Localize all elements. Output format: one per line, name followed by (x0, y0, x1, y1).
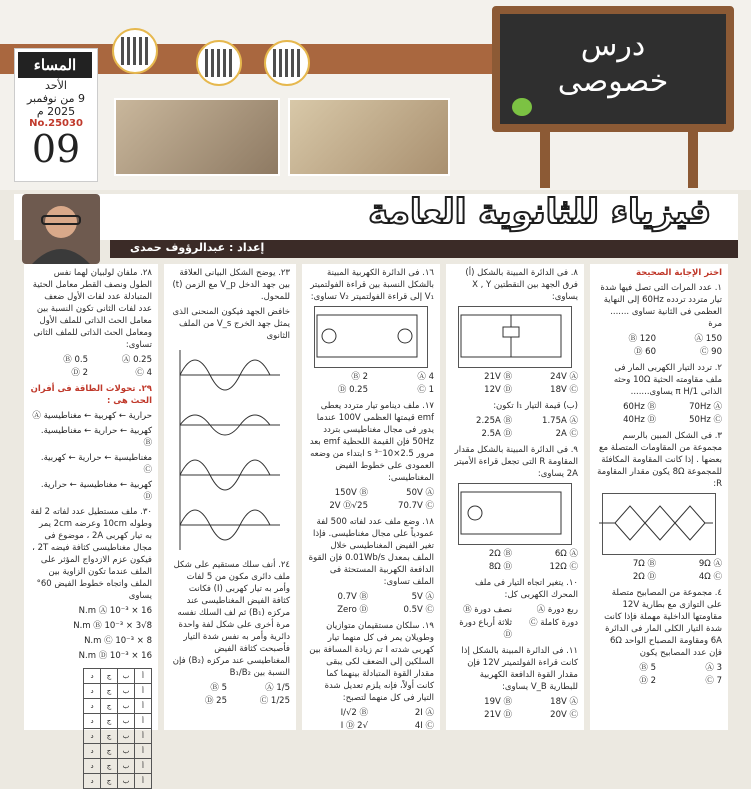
circuit-diagram (314, 306, 428, 368)
answer-cell[interactable]: ج (101, 714, 118, 729)
option[interactable]: 8 × 10⁻³ N.m Ⓒ (84, 636, 152, 646)
answer-cell[interactable]: ب (118, 684, 135, 699)
column-4 (164, 264, 296, 730)
option[interactable]: ثلاثة أرباع دورة Ⓓ (459, 618, 512, 640)
option[interactable]: مغناطيسية ← حرارية ← كهربية. Ⓒ (40, 453, 152, 475)
option[interactable]: 2Ω Ⓑ (488, 549, 512, 559)
question-10: ١٠. يتغير اتجاه التيار فى ملف المحرك الكهربى كل: (475, 578, 578, 600)
option[interactable]: 4Ω Ⓒ (698, 572, 722, 582)
option[interactable]: 0.5 Ⓑ (63, 355, 88, 365)
qr-code-icon[interactable] (264, 40, 310, 86)
option[interactable]: 120 Ⓑ (628, 334, 656, 344)
question-19: ١٩. سلكان مستقيمان متوازيان وطويلان يمر فى كل منهما تيار كهربى شدته I تم زيادة المسافة بين السلكين إلى الضعف لكى يبقى مقدار القوة المتبادلة بينهما كما كانت أولاً، فإنه يلزم تعديل شدة التيار فى كل منهما لتصبح: (309, 621, 434, 703)
option[interactable]: نصف دورة Ⓑ (463, 605, 512, 615)
option[interactable]: 2.25A Ⓑ (476, 416, 512, 426)
resistor-network-diagram (602, 493, 716, 555)
answer-cell[interactable]: د (84, 684, 101, 699)
question-18: ١٨. وضع ملف عدد لفاته 500 لفة عمودياً على مجال مغناطيسى. فإذا تغير الفيض المغناطيسى خلال الملف بمعدل 0.01Wb/s فإن القوة الدافعة الكهربية المستحثة فى الملف تساوى: (308, 517, 434, 587)
question-8: ٨. فى الدائرة المبينة بالشكل (أ) فرق الجهد بين النقطتين X , Y يساوى: (465, 268, 578, 302)
option[interactable]: دورة كاملة Ⓒ (529, 618, 578, 628)
easel-leg (540, 130, 550, 188)
answer-cell[interactable]: أ (135, 699, 152, 714)
answer-grid (83, 668, 152, 789)
option[interactable]: 6Ω Ⓐ (554, 549, 578, 559)
option[interactable]: √2 I Ⓓ (340, 721, 368, 731)
answer-cell[interactable]: د (84, 729, 101, 744)
option[interactable]: 50Hz Ⓒ (689, 415, 722, 425)
author-avatar-icon (22, 194, 100, 264)
option[interactable]: 12Ω Ⓒ (549, 562, 578, 572)
answer-grid-row (84, 714, 152, 729)
answer-cell[interactable]: ج (101, 744, 118, 759)
option[interactable]: 25 Ⓓ (204, 696, 227, 706)
option[interactable]: 18V Ⓐ (550, 697, 578, 707)
option[interactable]: 24V Ⓐ (550, 372, 578, 382)
issue-number: No.25030 (29, 118, 83, 129)
option[interactable]: 4 Ⓐ (417, 372, 434, 382)
column-3 (302, 264, 440, 730)
option[interactable]: 1/5 Ⓐ (265, 683, 290, 693)
option[interactable]: 4 Ⓒ (135, 368, 152, 378)
column-5 (24, 264, 158, 785)
option[interactable]: 1.75A Ⓐ (542, 416, 578, 426)
option[interactable]: 7Ω Ⓑ (632, 559, 656, 569)
question-30: ٣٠. ملف مستطيل عدد لفاته 2 لفة وطوله 10cm وعرضه 2cm يمر به تيار كهربى 2A ، موضوع فى مجال مغناطيسى كثافة فيضه 2T ، فيكون عزم الازدواج المؤثر على الملف عندما تكون الزاوية بين الملف واتجاه خطوط الفيض 60° يساوى (30, 507, 152, 601)
answer-cell[interactable]: د (84, 669, 101, 684)
day-number: 09 (31, 127, 81, 171)
option[interactable]: 5 Ⓑ (639, 663, 656, 673)
answer-cell[interactable]: أ (135, 669, 152, 684)
answer-cell[interactable]: ب (118, 714, 135, 729)
classroom-photo (114, 98, 280, 176)
answer-cell[interactable]: ج (101, 669, 118, 684)
answer-cell[interactable]: د (84, 744, 101, 759)
question-29: ٢٩. تحولات الطاقة فى أفران الحث هى : (30, 384, 152, 406)
byline: إعداد : عبدالرؤوف حمدى (130, 241, 265, 254)
student-photo (288, 98, 450, 176)
option[interactable]: 0.5V Ⓒ (403, 605, 434, 615)
answer-cell[interactable]: ب (118, 699, 135, 714)
option[interactable]: 16 × 10⁻³ N.m Ⓐ (78, 606, 152, 616)
question-28: ٢٨. ملفان لولبيان لهما نفس الطول ونصف القطر معامل الحثية المتبادلة عدد لفات الأول ضعف عدد لفات الثانى تكون النسبة بين معامل الحث الذاتى للملف الأول ومعامل الحث الذاتى للملف الثانى تساوى: (32, 268, 152, 350)
answer-cell[interactable]: ج (101, 699, 118, 714)
option[interactable]: 2I Ⓐ (414, 708, 434, 718)
answer-cell[interactable]: ج (101, 684, 118, 699)
option[interactable]: 9Ω Ⓐ (698, 559, 722, 569)
option[interactable]: 18V Ⓒ (550, 385, 578, 395)
answer-cell[interactable]: ب (118, 759, 135, 774)
question-3: ٣. فى الشكل المبين بالرسم مجموعة من المقاومات المتصلة مع بعضها . إذا كانت المقاومة المكافئة للمجموعة 8Ω يكون مقدار المقاومة R: (597, 431, 722, 489)
option[interactable]: كهربية ← حرارية ← مغناطيسية. Ⓑ (40, 426, 152, 448)
circuit-diagram (458, 306, 572, 368)
option[interactable]: I/√2 Ⓑ (340, 708, 368, 718)
question-11: ١١. فى الدائرة المبينة بالشكل إذا كانت قراءة الفولتميتر 12V فإن مقدار القوة الدافعة الكهربية للبطارية V_B يساوى: (461, 646, 578, 692)
option[interactable]: ربع دورة Ⓐ (536, 605, 578, 615)
lesson-title-line2: خصوصى (557, 64, 669, 99)
option[interactable]: 25√2V Ⓓ (329, 501, 368, 511)
option[interactable]: 2Ω Ⓓ (632, 572, 656, 582)
qr-code-icon[interactable] (196, 40, 242, 86)
option[interactable]: 20V Ⓒ (550, 710, 578, 720)
answer-cell[interactable]: د (84, 699, 101, 714)
answer-cell[interactable]: ج (101, 774, 118, 789)
question-17: ١٧. ملف دينامو تيار متردد يعطى emf قيمتها العظمى 100V عندما يدور فى مجال مغناطيسى بتردد 50Hz فإن القيمة اللحظية emf بعد مرور 2.5×10⁻³ s ابتداء من وضعه العمودى على خطوط الفيض المغناطيسى: (309, 401, 434, 483)
instruction-label: اختر الإجابة الصحيحة (636, 268, 722, 278)
answer-cell[interactable]: ب (118, 729, 135, 744)
option[interactable]: 5V Ⓐ (411, 592, 434, 602)
option[interactable]: 16 × 10⁻³ N.m Ⓓ (78, 651, 152, 661)
option[interactable]: 4I Ⓒ (414, 721, 434, 731)
answer-cell[interactable]: ب (118, 744, 135, 759)
answer-grid-row (84, 729, 152, 744)
option[interactable]: 50V Ⓐ (406, 488, 434, 498)
apple-icon (512, 98, 532, 116)
option[interactable]: 5 Ⓑ (210, 683, 227, 693)
option[interactable]: 0.25 Ⓐ (121, 355, 152, 365)
option[interactable]: كهربية ← مغناطيسية ← حرارية. Ⓓ (40, 480, 152, 502)
option[interactable]: حرارية ← كهربية ← مغناطيسية Ⓐ (32, 411, 152, 421)
option[interactable]: 40Hz Ⓓ (623, 415, 656, 425)
option[interactable]: 2.5A Ⓓ (481, 429, 512, 439)
option[interactable]: 90 Ⓒ (699, 347, 722, 357)
answer-cell[interactable]: أ (135, 774, 152, 789)
answer-cell[interactable]: أ (135, 759, 152, 774)
column-2 (446, 264, 584, 730)
option[interactable]: Zero Ⓓ (337, 605, 368, 615)
option[interactable]: 2 Ⓓ (639, 676, 656, 686)
answer-cell[interactable]: د (84, 774, 101, 789)
option[interactable]: 21V Ⓑ (484, 372, 512, 382)
option[interactable]: 1/25 Ⓒ (259, 696, 290, 706)
author-photo (22, 194, 100, 264)
answer-grid-row (84, 744, 152, 759)
answer-cell[interactable]: ب (118, 774, 135, 789)
easel-leg (688, 130, 698, 188)
question-16: ١٦. فى الدائرة الكهربية المبينة بالشكل النسبة بين قراءة الفولتميتر V₁ إلى قراءة الفولتميتر V₂ تساوى: (310, 268, 434, 302)
option[interactable]: 60Hz Ⓑ (623, 402, 656, 412)
circuit-diagram (458, 483, 572, 545)
lesson-title-line1: درس (580, 28, 646, 63)
day-label: الأحد (45, 79, 67, 92)
question-8b: (ب) قيمة التيار I₁ تكون: (493, 401, 578, 411)
question-23-text: خافض الجهد فيكون المنحنى الذى يمثل جهد الخرج V_s من الملف الثانوى (172, 307, 290, 341)
option[interactable]: 21V Ⓓ (484, 710, 512, 720)
page-title: فيزياء للثانوية العامة (368, 192, 711, 232)
option[interactable]: 0.25 Ⓓ (337, 385, 368, 395)
option[interactable]: 12V Ⓓ (484, 385, 512, 395)
answer-cell[interactable]: أ (135, 744, 152, 759)
option[interactable]: 2A Ⓒ (555, 429, 578, 439)
answer-cell[interactable]: ب (118, 669, 135, 684)
question-24: ٢٤. أنف سلك مستقيم على شكل ملف دائرى مكون من 5 لفات وأمر به تيار كهربى (I) فكانت كثافة الفيض المغناطيسى عند مركزه (B₁) ثم لف السلك نفسه مرة أخرى على شكل لفة واحدة دائرية وأمر به نفس شدة التيار فأصبحت كثافة الفيض المغناطيسى عند مركزه (B₂) فإن النسبة بين B₁/B₂ (172, 560, 290, 678)
option[interactable]: 8Ω Ⓓ (488, 562, 512, 572)
column-1 (590, 264, 728, 730)
question-1: ١. عدد المرات التى تصل فيها شدة تيار متردد تردده 60Hz إلى النهاية العظمى فى الثانية تساوى ....... مرة (600, 283, 722, 329)
option[interactable]: 150V Ⓑ (334, 488, 368, 498)
question-9: ٩. فى الدائرة المبينة بالشكل مقدار المقاومة R التى تجعل قراءة الأميتر 2A يساوى: (454, 445, 578, 479)
year-line: 2025 م (36, 105, 76, 118)
newspaper-logo: المساء (18, 52, 92, 78)
question-23: ٢٣. يوضح الشكل البيانى العلاقة بين جهد الدخل V_p مع الزمن (t) للمحول. (172, 268, 290, 302)
option[interactable]: 2 Ⓓ (71, 368, 88, 378)
option[interactable]: 7 Ⓒ (705, 676, 722, 686)
option[interactable]: 2 Ⓑ (351, 372, 368, 382)
answer-grid-row (84, 774, 152, 789)
option[interactable]: 3 Ⓐ (705, 663, 722, 673)
option[interactable]: 8√3 × 10⁻³ N.m Ⓑ (73, 621, 152, 631)
answer-grid-row (84, 684, 152, 699)
answer-cell[interactable]: ج (101, 729, 118, 744)
qr-code-icon[interactable] (112, 28, 158, 74)
answer-grid-row (84, 759, 152, 774)
answer-cell[interactable]: أ (135, 729, 152, 744)
sine-wave-graph-icon (170, 345, 288, 555)
answer-cell[interactable]: أ (135, 684, 152, 699)
question-2: ٢. تردد التيار الكهربى المار فى ملف مقاومته الحثية 10Ω وحثه الذاتى 1/π H يساوى....... (613, 363, 722, 397)
answer-cell[interactable]: أ (135, 714, 152, 729)
wave-graphs (170, 345, 290, 559)
option[interactable]: 70Hz Ⓐ (689, 402, 722, 412)
answer-grid-row (84, 669, 152, 684)
option[interactable]: 70.7V Ⓒ (398, 501, 434, 511)
option[interactable]: 0.7V Ⓑ (337, 592, 368, 602)
question-4: ٤. مجموعة من المصابيح متصلة على التوازى مع بطارية 12V مقاومتها الداخلية مهملة فإذا كانت شدة التيار الكلى المار فى الدائرة 6A ومقاومة المصباح الواحد 6Ω فإن عدد المصابيح يكون (604, 588, 722, 658)
option[interactable]: 150 Ⓐ (694, 334, 722, 344)
option[interactable]: 1 Ⓒ (417, 385, 434, 395)
option[interactable]: 60 Ⓓ (633, 347, 656, 357)
option[interactable]: 19V Ⓑ (484, 697, 512, 707)
answer-cell[interactable]: د (84, 714, 101, 729)
answer-grid-row (84, 699, 152, 714)
answer-cell[interactable]: ج (101, 759, 118, 774)
date-line: 9 من نوفمبر (26, 92, 85, 105)
answer-cell[interactable]: د (84, 759, 101, 774)
